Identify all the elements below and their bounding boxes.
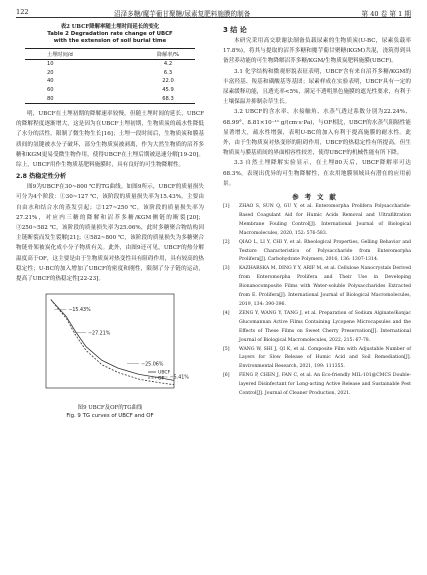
table-cell: 60 xyxy=(47,87,54,94)
table-cell: 45.9 xyxy=(162,87,174,94)
reference-text: ZHAO S, SUN Q, GU Y, et al. Enteromorpha Prolifera Polysaccharide-Based Coagulant Aid for Humic Acids Removal and Ultrafiltration Membrane Fouling Control[J]. International Journal of Biological Macromolecules, 2020, 152: 576-583. xyxy=(239,204,411,236)
legend-label: UBCF xyxy=(158,370,171,376)
page-number: 122 xyxy=(16,8,29,16)
table-cell: 40 xyxy=(47,78,54,85)
volume-issue: 第 40 卷 第 1 期 xyxy=(361,10,411,18)
running-header xyxy=(16,6,411,18)
reference-item xyxy=(223,265,411,310)
right-column xyxy=(223,24,411,399)
table-header: 土埋时间/d xyxy=(25,49,141,60)
reference-number: [4] xyxy=(223,310,230,316)
body-paragraph: 本研究采用高交联谢法制备负载尿素的生物质炭(U-BC，尿素负载率17.8%)，将其与提取的沼芥多糖和魔芋葡甘聚糖(KGM)共混，浇筑得到具备营养功能的可生物降解沼芥多糖/KGM/生物质炭肥料施膜(UBCF)。 xyxy=(223,38,411,65)
reference-number: [6] xyxy=(223,373,230,379)
table-row xyxy=(25,60,195,69)
annotation-label: −25.06% xyxy=(141,362,164,368)
reference-number: [2] xyxy=(223,239,230,245)
plot-frame xyxy=(46,294,174,388)
table-caption-cn: 表2 UBCF降解率随土埋时间延长的变化 xyxy=(60,24,160,30)
reference-text: FENG P, CHEN J, FAN C, et al. An Eco-friendly MIL-101@CMCS Double-layered Disinfectant for Long-acting Active Release and Sustainable Pest Control[J]. Journal of Cleaner Production, 2021. xyxy=(239,373,411,397)
tg-chart xyxy=(16,288,204,400)
reference-item xyxy=(223,239,411,266)
annotation-label: −15.43% xyxy=(68,308,91,314)
body-paragraph: 3.1 化学结构和微观形貌表征表明，UBCF含有来自沼芥多糖/KGM的丰富羟基、羧基和磺酸基等基团；尿素样成在实验表明，UBCF具有一定的尿素缓释功能，且透光率<5%，满足不透明黑色施膜的遮光性要求，有利于土壤保温并抑制杂草生长。 xyxy=(223,68,411,106)
reference-number: [5] xyxy=(223,346,230,352)
reference-list xyxy=(223,203,411,399)
table-cell: 10 xyxy=(47,61,54,68)
references-heading: 参考文献 xyxy=(292,193,342,202)
table-cell: 80 xyxy=(25,94,141,103)
body-paragraph: 图9为UBCF在30~800 ℃的TG曲线。如图9所示，UBCF的质量损失可分为4个阶段：①30~127 ℃，该阶段的质量损失率为15.43%，主要由自由水和结合水的蒸发引起；②127~250 ℃，该阶段的质量损失率为27.21%，对应内三糖的降解和沼芥多糖/KGM侧链的断裂[20]；③250~582 ℃，该阶段的质量损失率为25.06%，此时多糖聚合物结构因主链断裂而发生裂解[21]；④582~800 ℃，该阶段的质量损失为多糖聚合物链骨架被炭化成小分子物质有关。此外，由图9还可见，UBCF的热分解温度高于OF，这主要是由于生物质炭对热变性具有阻碍作用，具有较高的热稳定性；U-BC的加入增加了UBCF的密度和刚性，限制了分子链的运动，提高了UBCF的热稳定性[22-23]。 xyxy=(16,184,204,283)
reference-text: QIAO L, LI Y, CHI Y, et al. Rheological Properties, Gelling Behavior and Texture Characteristics of Polysaccharide from Enteromorpha Prolifera[J]. Carbohydrate Polymers, 2016, 136: 1307-1314. xyxy=(239,239,411,263)
reference-number: [1] xyxy=(223,204,230,210)
body-paragraph: 3.3 自然土埋降解实验显示，在土埋80天后，UBCF降解率可达68.3%，表现出优异的可生物降解性，在农用地膜领域具有潜在的应用前景。 xyxy=(223,160,411,187)
table-cell: 68.3 xyxy=(141,94,195,103)
annotation-label: −27.21% xyxy=(88,331,111,337)
table-row xyxy=(25,94,195,103)
reference-item xyxy=(223,310,411,346)
reference-text: ZENG Y, WANG Y, TANG J, et al. Preparation of Sodium Alginate/Konjac Glucomannan Active Films Containing Lycopene Microcapsules and the Effects of These Films on Sweet Cherry Preservation[J]. International Journal of Biological Macromolecules, 2022, 215: 67-78. xyxy=(239,310,411,343)
figure-9 xyxy=(16,288,204,420)
section-heading: 3 结 论 xyxy=(223,26,247,34)
table-cell: 6.3 xyxy=(163,69,173,76)
table-cell: 20 xyxy=(47,69,54,76)
table-caption-en: with the extension of soil burial time xyxy=(53,38,167,44)
left-column xyxy=(16,24,204,420)
body-paragraph: 明，UBCF在土埋初期的降解速率较慢，但随土埋时间的延长，UBCF的降解程度逐渐增大，这是因为在UBCF土埋初期，生物质炭的疏水性降低了水分的活性，限制了微生物生长[16]；土埋一段时间后，生物质炭和膜基质间的氢键被水分子破坏，部分生物质炭被剥离，作为大然生物质的沼芥多糖和KGM更易受微生物作用，使得UBCF在土埋后期被迅速分解[19-20]。综上，UBCF用作生物质基肥料施膜时，具有良好的可生物降解性。 xyxy=(16,110,204,168)
table-header: 降解率/% xyxy=(141,49,195,60)
body-paragraph: 3.2 UBCF的含水率、水接触角、水蒸气透过系数分别为22.24%、68.99°、8.81×10⁻¹¹ g/(cm·s·Pa)，与OF相比，UBCF的水蒸气阻隔性能显著增大，疏水性增强，表明U-BC的加入有利于提高施膜的耐水性。此外，由于生物质炭对热变形的阻碍作用，UBCF的热稳定性有所提高，但生物质炭与膜基质间的界面相容性较差，使得UBCF的机械性能有所下降。 xyxy=(223,109,411,157)
legend-label: OF xyxy=(158,376,165,382)
reference-text: KAZHARSKA M, DING Y Y, ARIF M, et al. Cellulose Nanocrystals Derived from Enteromorpha Prolifera and Their Use in Developing Bionanocomposite Films with Water-soluble Polysaccharides Extracted from E. Prolifera[J]. International Journal of Biological Macromolecules, 2019, 134: 390-396. xyxy=(239,266,411,308)
table-cell: 4.2 xyxy=(163,61,173,68)
reference-text: WANG W, SHI J, QI K, et al. Composite Film with Adjustable Number of Layers for Slow Release of Humic Acid and Soil Remediation[J]. Environmental Research, 2021, 199: 111355. xyxy=(239,346,411,370)
degradation-table xyxy=(25,48,195,104)
table-row xyxy=(25,86,195,95)
figure-caption-cn: 图9 UBCF及OF的TG曲线 xyxy=(77,405,143,412)
reference-number: [3] xyxy=(223,266,230,272)
table-row xyxy=(25,77,195,86)
section-heading: 2.8 热稳定性分析 xyxy=(16,173,67,181)
figure-caption-en: Fig. 9 TG curves of UBCF and OF xyxy=(66,413,154,420)
table-cell: 22.0 xyxy=(162,78,174,85)
table-row xyxy=(25,69,195,78)
reference-item xyxy=(223,372,411,399)
reference-item xyxy=(223,346,411,373)
reference-item xyxy=(223,203,411,239)
table-caption-en: Table 2 Degradation rate change of UBCF xyxy=(47,31,173,37)
annotation-label: −5.41% xyxy=(169,375,189,381)
running-title: 沼泽多糖/魔芋葡甘聚糖/尿素复肥料施膜的制备 xyxy=(114,10,251,18)
